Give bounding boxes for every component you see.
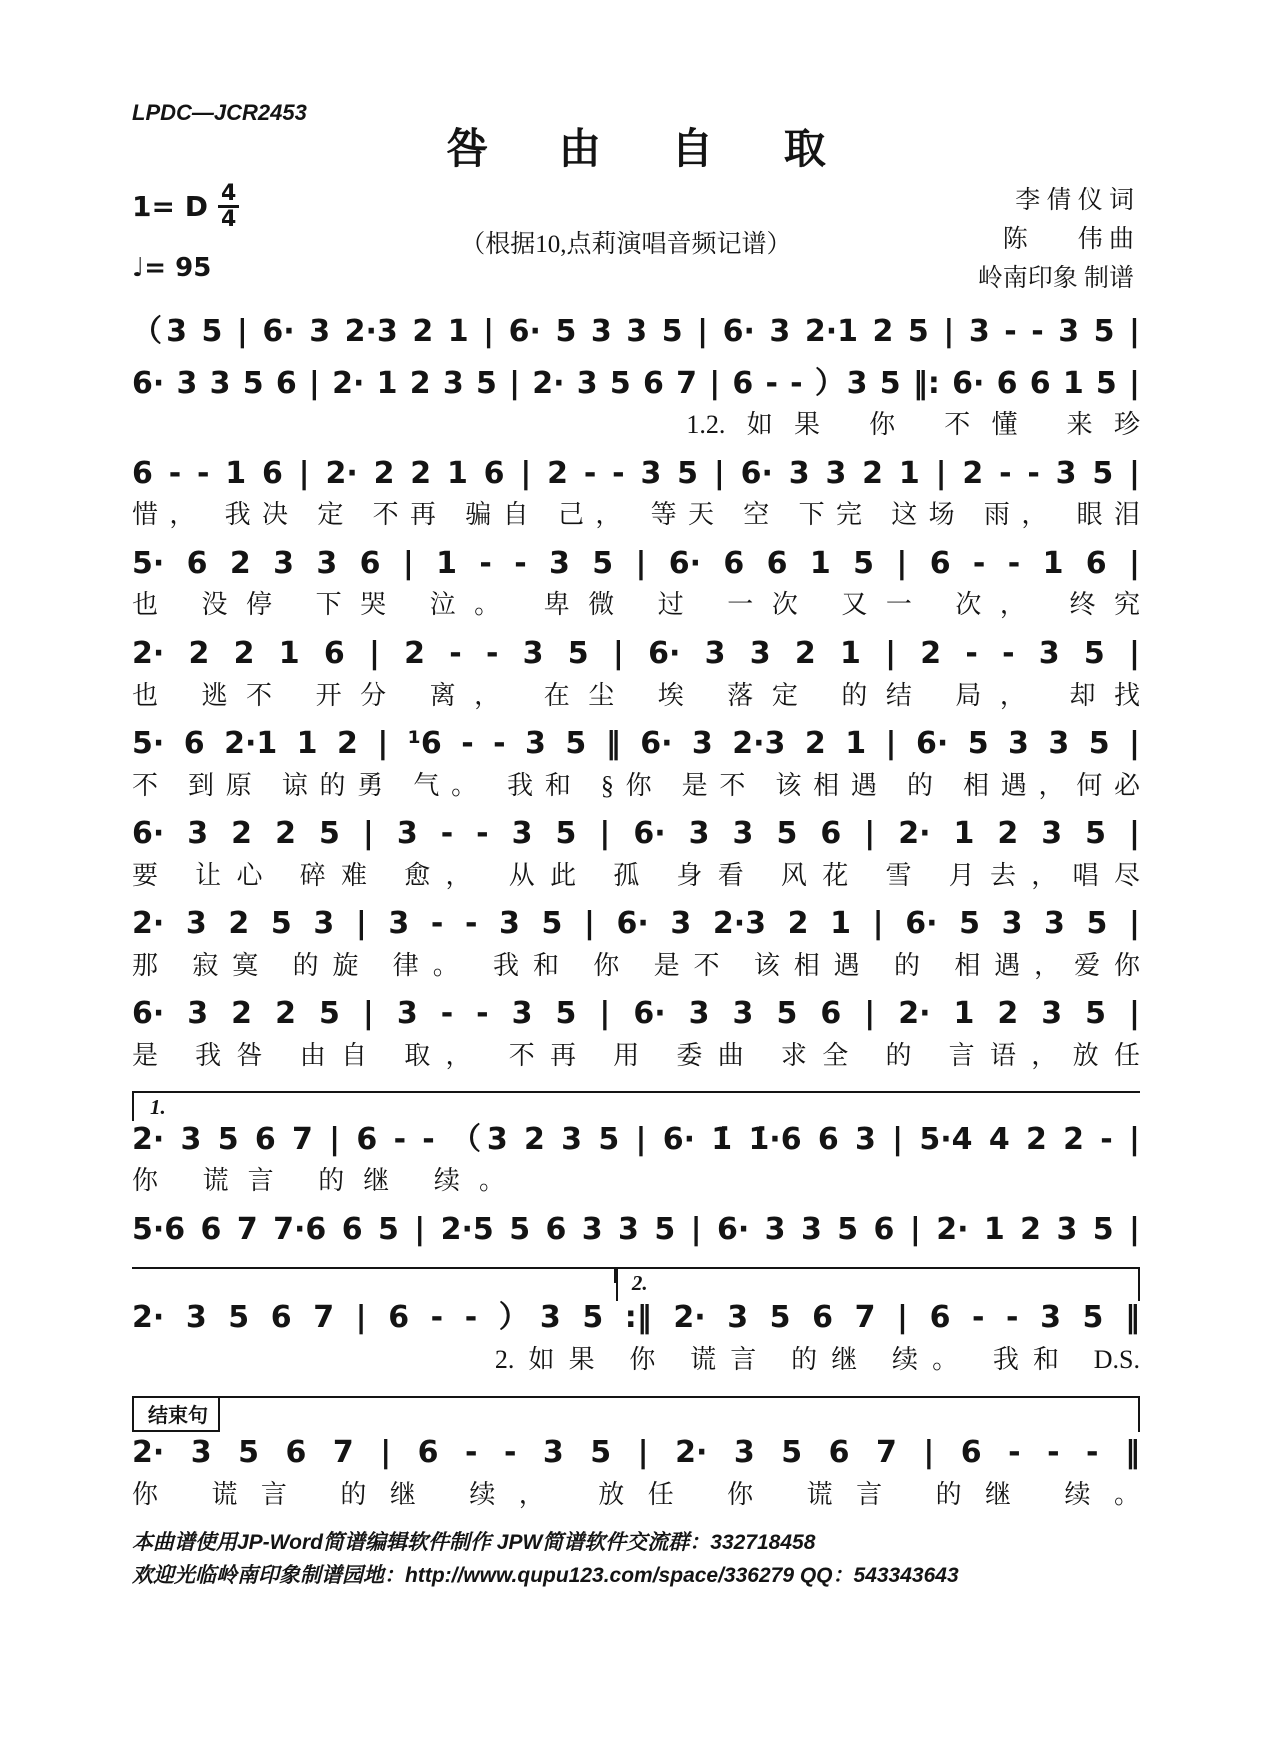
lyric-line: 要 让心 碎难 愈， 从此 孤 身看 风花 雪 月去，唱尽 — [132, 860, 1140, 890]
notation-line: 6· 3 2 2 5 | 3 - - 3 5 | 6· 3 3 5 6 | 2· 1 2 3 5 | — [132, 996, 1140, 1032]
time-signature — [218, 182, 239, 231]
key-label: 1= D — [132, 190, 208, 224]
notation-line: （3 5 | 6· 3 2·3 2 1 | 6· 5 3 3 5 | 6· 3 2·1 2 5 | 3 - - 3 5 | — [132, 314, 1140, 350]
lyric-line: 2.如果 你 谎言 的继 续。 我和 D.S. — [494, 1344, 1140, 1374]
first-ending-bracket — [132, 1091, 1140, 1121]
first-ending-end-line — [132, 1267, 616, 1283]
lyric-line: 也 没停 下哭 泣。 卑微 过 一次 又一 次， 终究 — [132, 590, 1140, 620]
lyric-line: 也 逃不 开分 离， 在尘 埃 落定 的结 局， 却找 — [132, 680, 1140, 710]
key-signature — [132, 182, 374, 231]
transcriber-credit: 岭南印象 制谱 — [977, 264, 1134, 292]
notation-line: 2· 2 2 1 6 | 2 - - 3 5 | 6· 3 3 2 1 | 2 - - 3 5 | — [132, 636, 1140, 672]
composer-credit: 陈 伟 曲 — [1002, 225, 1134, 253]
credits-block — [878, 182, 1140, 298]
notation-line: 5·6 6 7 7·6 6 5 | 2·5 5 6 3 3 5 | 6· 3 3 5 6 | 2· 1 2 3 5 | — [132, 1211, 1140, 1247]
notation-line: 2· 3 2 5 3 | 3 - - 3 5 | 6· 3 2·3 2 1 | 6· 5 3 3 5 | — [132, 906, 1140, 942]
second-ending-bracket — [616, 1267, 1140, 1301]
second-ending-label: 2. — [631, 1271, 648, 1296]
notation-line: 6· 3 2 2 5 | 3 - - 3 5 | 6· 3 3 5 6 | 2· 1 2 3 5 | — [132, 816, 1140, 852]
notation-line: 6· 3 3 5 6 | 2· 1 2 3 5 | 2· 3 5 6 7 | 6 - - ）3 5 ‖: 6· 6 6 1 5 | — [132, 365, 1140, 401]
first-ending-label: 1. — [150, 1094, 166, 1119]
song-title: 咎 由 自 取 — [446, 127, 856, 173]
catalog-number: LPDC—JCR2453 — [132, 100, 307, 125]
score-header — [132, 182, 1140, 298]
notation-line: 2· 3 5 6 7 | 6 - - ）3 5 :‖ 2· 3 5 6 7 | 6 - - 3 5 ‖ — [132, 1300, 1140, 1336]
lyric-line: 你 谎言 的继 续。 — [132, 1166, 505, 1195]
footer-info — [132, 1527, 1140, 1592]
lyric-line: 1.2.如果 你 不懂 来珍 — [686, 410, 1140, 440]
coda-section-bracket — [132, 1396, 1140, 1432]
tempo-marking: ♩= 95 — [132, 253, 212, 284]
key-tempo-block — [132, 182, 374, 298]
coda-section-label: 结束句 — [134, 1398, 220, 1432]
time-denominator: 4 — [220, 207, 237, 233]
notation-line: 2· 3 5 6 7 | 6 - - （3 2 3 5 | 6· 1̇ 1̇·6 6 3 | 5·4 4 2 2 - | — [132, 1121, 1140, 1157]
time-numerator: 4 — [218, 182, 239, 208]
notation-line: 6 - - 1 6 | 2· 2 2 1 6 | 2 - - 3 5 | 6· 3 3 2 1 | 2 - - 3 5 | — [132, 455, 1140, 491]
notation-line: 5· 6 2 3 3 6 | 1 - - 3 5 | 6· 6 6 1 5 | 6 - - 1 6 | — [132, 545, 1140, 581]
lyric-line: 你 谎言 的继 续， 放任 你 谎言 的继 续。 — [132, 1479, 1140, 1509]
lyric-line: 不 到原 谅的勇 气。 我和 §你 是不 该相遇 的 相遇，何必 — [132, 770, 1140, 800]
score-body — [132, 315, 1140, 1509]
notation-line: 2· 3 5 6 7 | 6 - - 3 5 | 2· 3 5 6 7 | 6 - - - ‖ — [132, 1435, 1140, 1471]
lyric-line: 惜， 我决 定 不再 骗自 己， 等天 空 下完 这场 雨， 眼泪 — [132, 500, 1140, 530]
footer-software-line: 本曲谱使用JP-Word简谱编辑软件制作 JPW简谱软件交流群：332718458 — [132, 1531, 816, 1555]
notation-line: 5· 6 2·1 1 2 | ¹6 - - 3 5 ‖ 6· 3 2·3 2 1 | 6· 5 3 3 5 | — [132, 726, 1140, 762]
ending-brackets-row — [132, 1267, 1140, 1301]
lyricist-credit: 李 倩 仪 词 — [1015, 187, 1134, 214]
subtitle: （根据10,点莉演唱音频记谱） — [460, 231, 792, 258]
lyric-line: 那 寂寞 的旋 律。 我和 你 是不 该相遇 的 相遇，爱你 — [132, 950, 1140, 980]
lyric-line: 是 我咎 由自 取， 不再 用 委曲 求全 的 言语，放任 — [132, 1040, 1140, 1070]
footer-website-line: 欢迎光临岭南印象制谱园地：http://www.qupu123.com/space/336279 QQ：543343643 — [132, 1563, 959, 1587]
